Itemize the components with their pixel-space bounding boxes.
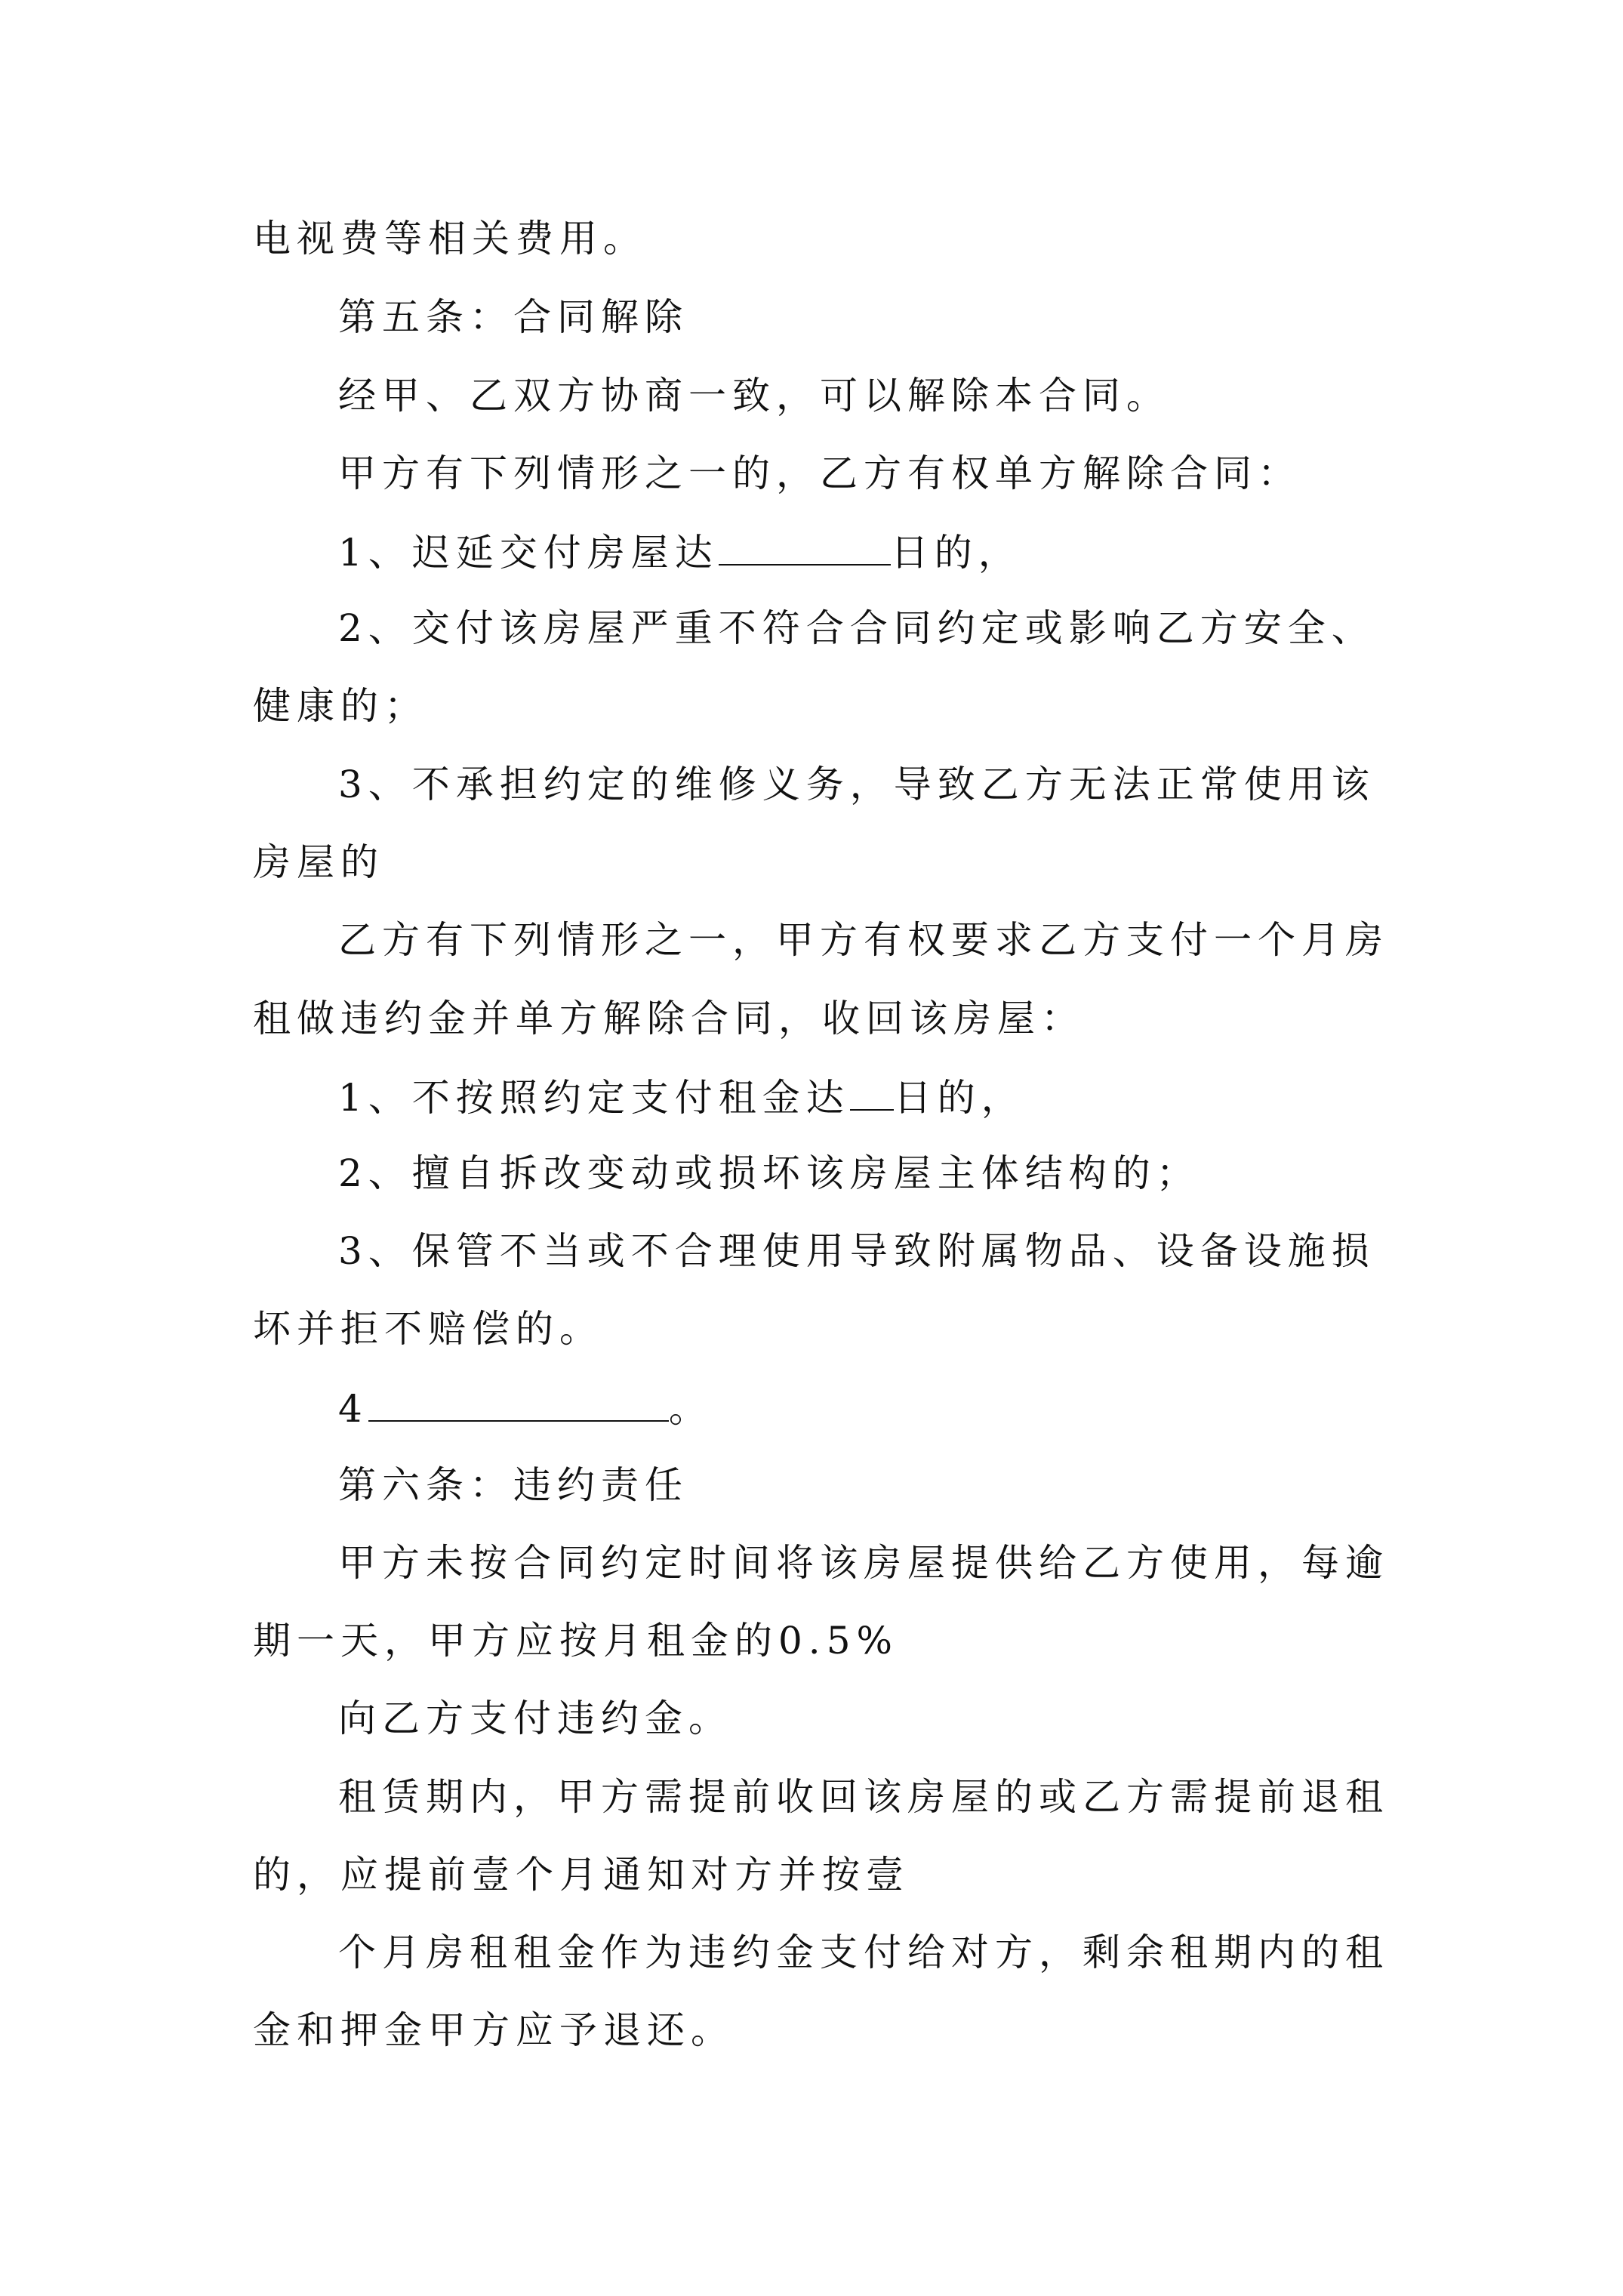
list-item: 2、擅自拆改变动或损坏该房屋主体结构的；: [338, 1151, 1200, 1195]
text-line: 租赁期内，甲方需提前收回该房屋的或乙方需提前退租: [338, 1775, 1389, 1819]
text-line: 租做违约金并单方解除合同，收回该房屋：: [253, 997, 1085, 1040]
text-line: 甲方有下列情形之一的，乙方有权单方解除合同：: [338, 451, 1301, 495]
list-item: [338, 525, 1022, 579]
fill-in-blank: [850, 1070, 894, 1111]
section-heading: 第六条：违约责任: [338, 1463, 688, 1507]
section-heading: 第五条：合同解除: [338, 295, 688, 339]
text-line: 乙方有下列情形之一，甲方有权要求乙方支付一个月房: [338, 918, 1389, 962]
text-line: 甲方未按合同约定时间将该房屋提供给乙方使用，每逾: [338, 1541, 1389, 1585]
list-item: [338, 1381, 713, 1435]
text-line: 个月房租租金作为违约金支付给对方，剩余租期内的租: [338, 1931, 1389, 1974]
list-item-text: 1、不按照约定支付租金达: [338, 1076, 850, 1120]
text-line: 向乙方支付违约金。: [338, 1697, 732, 1740]
list-item-text: 日的，: [890, 531, 1022, 575]
list-item-text: 。: [668, 1387, 713, 1431]
list-item: [338, 1070, 1025, 1124]
text-line: 健康的；: [253, 684, 428, 728]
text-line: 的，应提前壹个月通知对方并按壹: [253, 1853, 910, 1897]
text-line: 金和押金甲方应予退还。: [253, 2008, 735, 2052]
list-item-text: 1、迟延交付房屋达: [338, 531, 719, 575]
text-line: 经甲、乙双方协商一致，可以解除本合同。: [338, 374, 1170, 418]
text-line: 期一天，甲方应按月租金的0.5%: [253, 1619, 899, 1663]
list-item: 3、不承担约定的维修义务，导致乙方无法正常使用该: [338, 763, 1375, 806]
fill-in-blank: [368, 1381, 669, 1422]
list-item-text: 4: [338, 1387, 368, 1431]
list-item: 2、交付该房屋严重不符合合同约定或影响乙方安全、: [338, 606, 1375, 650]
list-item-text: 日的，: [893, 1076, 1025, 1120]
fill-in-blank: [719, 525, 891, 566]
text-line: 坏并拒不赔偿的。: [253, 1307, 603, 1351]
list-item: 3、保管不当或不合理使用导致附属物品、设备设施损: [338, 1229, 1375, 1273]
text-line: 电视费等相关费用。: [253, 217, 647, 260]
text-line: 房屋的: [253, 840, 384, 884]
